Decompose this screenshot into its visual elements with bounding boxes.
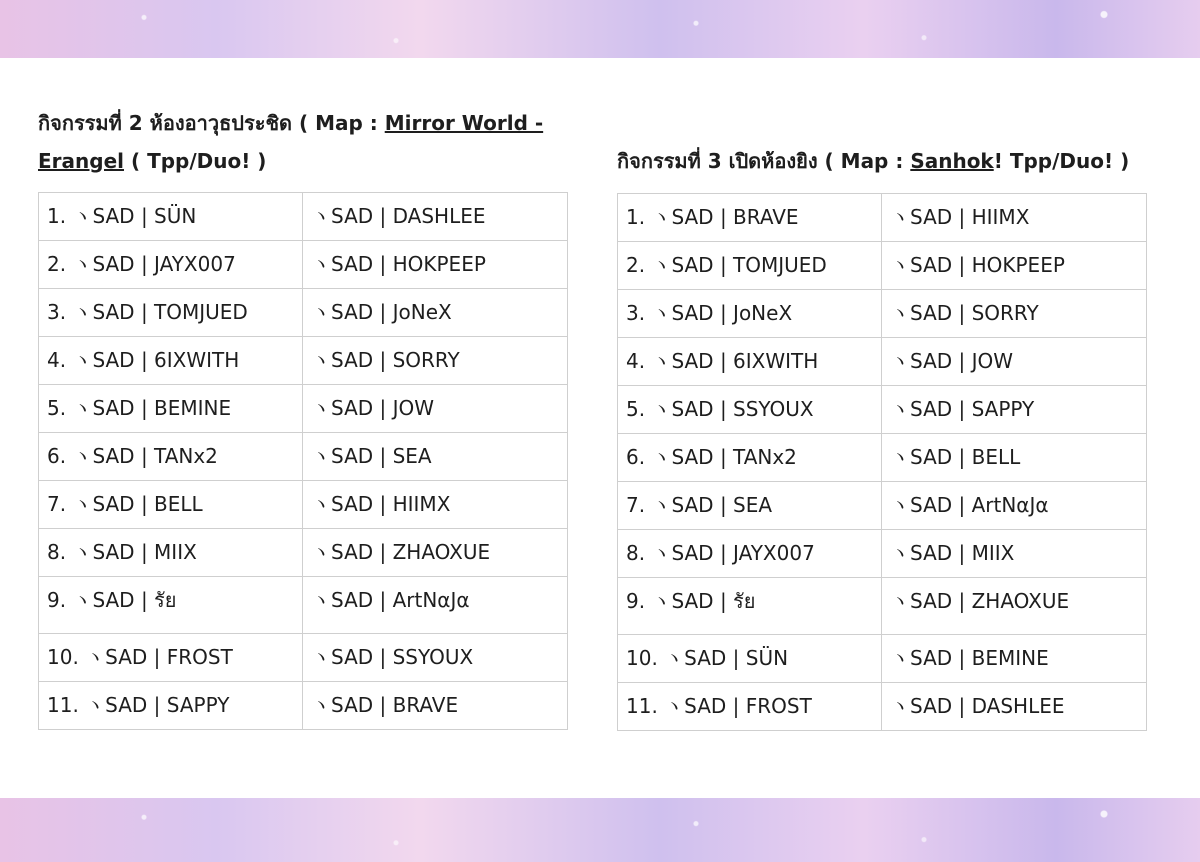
table-row [39,193,568,241]
partner-cell: ヽSAD | BEMINE [882,635,1147,683]
glitter-banner-top [0,0,1200,58]
partner-cell: ヽSAD | SORRY [882,290,1147,338]
player-cell: 11. ヽSAD | SAPPY [39,682,303,730]
activity3-suffix: ! Tpp/Duo! ) [993,149,1130,173]
partner-cell: ヽSAD | JOW [303,385,568,433]
table-row [618,338,1147,386]
table-row [618,482,1147,530]
partner-cell: ヽSAD | DASHLEE [303,193,568,241]
table-row [618,194,1147,242]
partner-cell: ヽSAD | BRAVE [303,682,568,730]
partner-cell: ヽSAD | HOKPEEP [303,241,568,289]
player-cell: 10. ヽSAD | FROST [39,634,303,682]
player-cell: 6. ヽSAD | TANx2 [618,434,882,482]
table-row [618,683,1147,731]
player-cell: 2. ヽSAD | TOMJUED [618,242,882,290]
partner-cell: ヽSAD | BELL [882,434,1147,482]
partner-cell: ヽSAD | SEA [303,433,568,481]
player-cell: 10. ヽSAD | SÜN [618,635,882,683]
activity2-map-name-line1: Mirror World - [384,111,544,135]
table-row [618,242,1147,290]
table-row [39,289,568,337]
partner-cell: ヽSAD | ArtNαJα [882,482,1147,530]
activity2-heading [38,104,558,180]
player-cell: 7. ヽSAD | SEA [618,482,882,530]
partner-cell: ヽSAD | SSYOUX [303,634,568,682]
partner-cell: ヽSAD | SAPPY [882,386,1147,434]
player-cell: 8. ヽSAD | JAYX007 [618,530,882,578]
player-cell: 3. ヽSAD | JoNeX [618,290,882,338]
partner-cell: ヽSAD | JoNeX [303,289,568,337]
activity2-roster-table [38,192,568,730]
partner-cell: ヽSAD | ZHAOXUE [303,529,568,577]
player-cell: 4. ヽSAD | 6IXWITH [618,338,882,386]
activity3-heading [617,142,1177,180]
table-row [39,634,568,682]
partner-cell: ヽSAD | SORRY [303,337,568,385]
partner-cell: ヽSAD | JOW [882,338,1147,386]
activity2-prefix: กิจกรรมที่ 2 ห้องอาวุธประชิด ( Map : [38,111,385,135]
partner-cell: ヽSAD | ZHAOXUE [882,578,1147,635]
table-row [618,290,1147,338]
activity2-suffix: ( Tpp/Duo! ) [124,149,267,173]
player-cell: 9. ヽSAD | รัย [618,578,882,635]
player-cell: 5. ヽSAD | SSYOUX [618,386,882,434]
activity3-roster-table [617,193,1147,731]
player-cell: 3. ヽSAD | TOMJUED [39,289,303,337]
player-cell: 11. ヽSAD | FROST [618,683,882,731]
activity3-map-name: Sanhok [910,149,994,173]
table-row [618,635,1147,683]
activity3-prefix: กิจกรรมที่ 3 เปิดห้องยิง ( Map : [617,149,911,173]
table-row [618,530,1147,578]
partner-cell: ヽSAD | MIIX [882,530,1147,578]
player-cell: 1. ヽSAD | SÜN [39,193,303,241]
player-cell: 8. ヽSAD | MIIX [39,529,303,577]
player-cell: 9. ヽSAD | รัย [39,577,303,634]
player-cell: 2. ヽSAD | JAYX007 [39,241,303,289]
table-row [39,577,568,634]
player-cell: 1. ヽSAD | BRAVE [618,194,882,242]
document-sheet [0,58,1200,798]
glitter-banner-bottom [0,798,1200,862]
table-row [618,386,1147,434]
player-cell: 6. ヽSAD | TANx2 [39,433,303,481]
table-row [39,682,568,730]
table-row [39,529,568,577]
partner-cell: ヽSAD | HOKPEEP [882,242,1147,290]
table-row [618,578,1147,635]
table-row [618,434,1147,482]
player-cell: 7. ヽSAD | BELL [39,481,303,529]
table-row [39,481,568,529]
table-row [39,385,568,433]
player-cell: 4. ヽSAD | 6IXWITH [39,337,303,385]
player-cell: 5. ヽSAD | BEMINE [39,385,303,433]
partner-cell: ヽSAD | DASHLEE [882,683,1147,731]
table-row [39,337,568,385]
table-row [39,241,568,289]
partner-cell: ヽSAD | ArtNαJα [303,577,568,634]
partner-cell: ヽSAD | HIIMX [303,481,568,529]
activity2-map-name-line2: Erangel [38,149,124,173]
table-row [39,433,568,481]
partner-cell: ヽSAD | HIIMX [882,194,1147,242]
